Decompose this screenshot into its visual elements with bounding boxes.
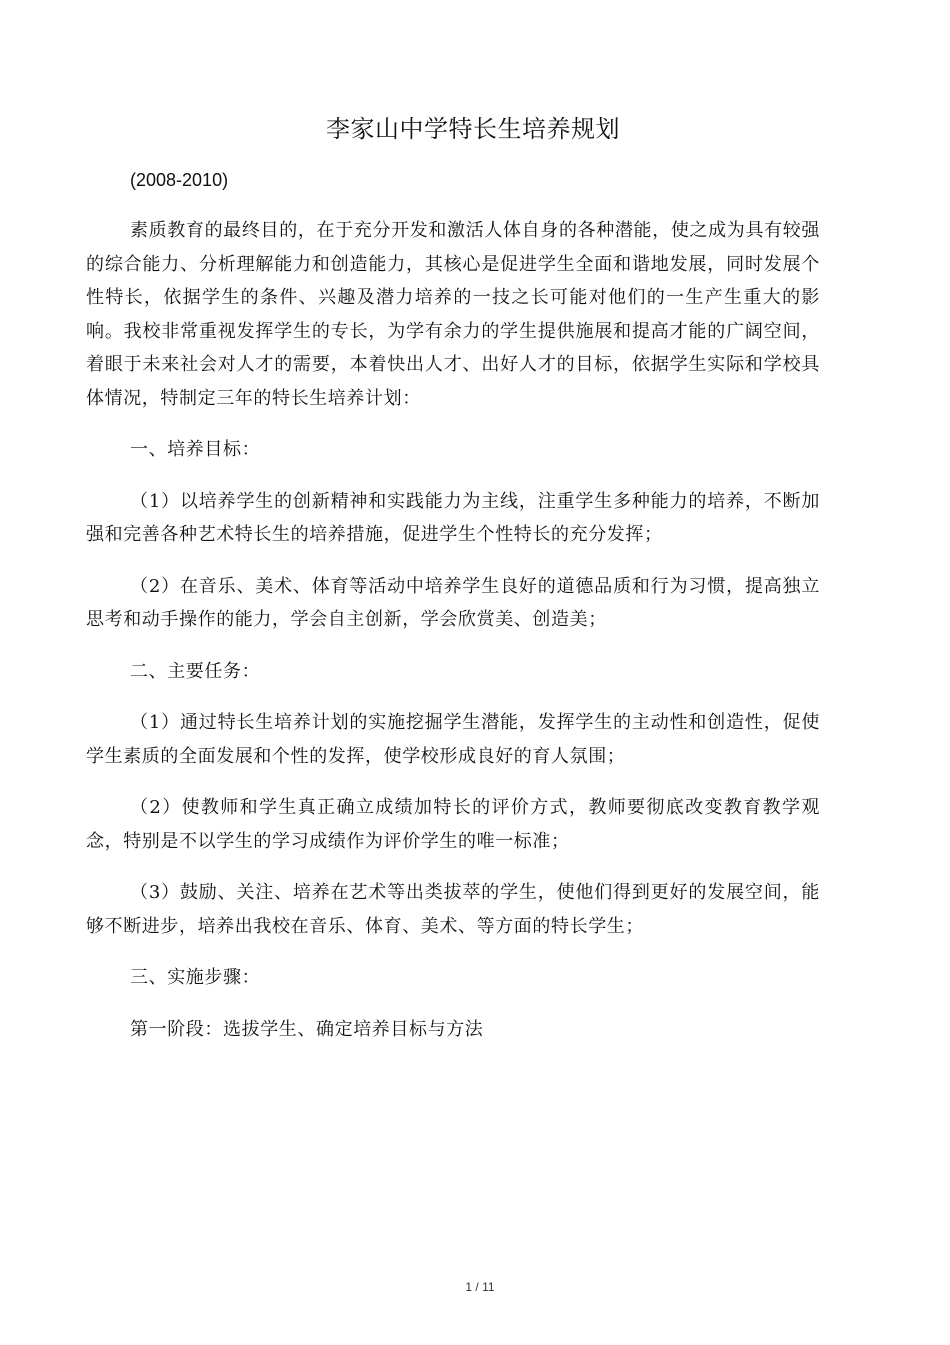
page-indicator: 1 / 11 — [465, 1280, 495, 1294]
goal-item-2: （2）在音乐、美术、体育等活动中培养学生良好的道德品质和行为习惯，提高独立思考和动手操作的能力，学会自主创新，学会欣赏美、创造美； — [86, 575, 820, 630]
goal-item-1: （1）以培养学生的创新精神和实践能力为主线，注重学生多种能力的培养，不断加强和完善各种艺术特长生的培养措施，促进学生个性特长的充分发挥； — [86, 490, 820, 545]
section-heading-steps: 三、实施步骤： — [130, 967, 261, 988]
intro-paragraph: 素质教育的最终目的，在于充分开发和激活人体自身的各种潜能，使之成为具有较强的综合能力、分析理解能力和创造能力，其核心是促进学生全面和谐地发展，同时发展个性特长，依据学生的条件、兴趣及潜力培养的一技之长可能对他们的一生产生重大的影响。我校非常重视发挥学生的专长，为学有余力的学生提供施展和提高才能的广阔空间，着眼于未来社会对人才的需要，本着快出人才、出好人才的目标，依据学生实际和学校具体情况，特制定三年的特长生培养计划： — [86, 220, 820, 409]
document-title: 李家山中学特长生培养规划 — [326, 115, 620, 143]
section-heading-tasks: 二、主要任务： — [130, 660, 261, 682]
task-item-3: （3）鼓励、关注、培养在艺术等出类拔萃的学生，使他们得到更好的发展空间，能够不断进步，培养出我校在音乐、体育、美术、等方面的特长学生； — [86, 882, 820, 937]
section-heading-goals: 一、培养目标： — [130, 439, 261, 460]
task-item-2: （2）使教师和学生真正确立成绩加特长的评价方式，教师要彻底改变教育教学观念，特别是不以学生的学习成绩作为评价学生的唯一标准； — [86, 797, 820, 852]
stage-1-heading: 第一阶段：选拔学生、确定培养目标与方法 — [130, 1018, 484, 1040]
document-subtitle: (2008-2010) — [130, 170, 229, 190]
task-item-1: （1）通过特长生培养计划的实施挖掘学生潜能，发挥学生的主动性和创造性，促使学生素质的全面发展和个性的发挥，使学校形成良好的育人氛围； — [86, 712, 820, 767]
